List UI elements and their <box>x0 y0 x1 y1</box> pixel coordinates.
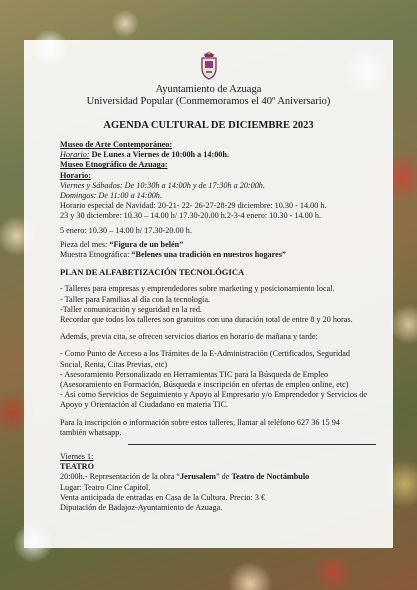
event-category: TEATRO <box>60 462 94 472</box>
header <box>24 84 393 108</box>
muestra-etnografica <box>60 250 367 260</box>
plan-item-4: Recordar que todos los talleres son gratuitos con una duración total de entre 8 y 20 horas. <box>60 315 353 325</box>
plan-contact: Para la inscripción o información sobre estos talleres, llamar al teléfono 627 36 15 94 también whatsapp. <box>60 417 340 437</box>
header-line-2: Universidad Popular (Conmemoramos el 40º Aniversario) <box>86 96 331 107</box>
plan-service-3: - Así como Servicios de Seguimiento y Apoyo al Empresario y/o Emprendedor y Servicios de Apoyo y Orientación al Ciudadano en materia TIC. <box>60 390 367 410</box>
event-place: Lugar: Teatro Cine Capitol. <box>60 482 151 492</box>
museo-etno-line-5: 5 enero: 10.30 – 14.00 h/ 17.30-20.00 h. <box>60 225 192 235</box>
museo-etno-line-1: Viernes y Sábados: De 10:30h a 14:00h y de 17:30h a 20:00h. <box>60 180 265 190</box>
museo-arte-heading: Museo de Arte Contemporáneo: <box>60 140 173 149</box>
pieza-label: Pieza del mes: <box>60 239 110 249</box>
plan-service-2: - Asesoramiento Personalizado en Herramientas TIC para la Búsqueda de Empleo (Asesoramiento en Formación, Búsqueda e inscripción en ofertas de empleo online, etc) <box>60 369 349 390</box>
museo-etno-line-4: 23 y 30 diciembre: 10.30 – 14.00 h/ 17.30-20.00 h.2-3-4 enero: 10.30 - 14.00 h. <box>60 211 322 221</box>
content <box>60 140 367 513</box>
event-desc-mid: ” de <box>215 472 232 482</box>
event-desc-pre: 20:00h.- Representación de la obra “ <box>60 472 181 482</box>
plan-item-1: - Talleres para empresas y emprendedores sobre marketing y posicionamiento local. <box>60 284 335 294</box>
event-day: Viernes 1: <box>60 452 94 462</box>
plan-title: PLAN DE ALFABETIZACIÓN TECNOLÓGICA <box>60 267 245 278</box>
event-tickets: Venta anticipada de entradas en Casa de la Cultura. Precio: 3 € <box>60 492 266 502</box>
plan-service-1: - Como Punto de Acceso a los Trámites de la E-Administración (Certificados, Seguridad Social, Renta, Citas Previas, etc) <box>60 349 350 369</box>
horario-label: Horario: <box>60 150 90 160</box>
museo-etno-line-2: Domingos: De 11:00 a 14:00h. <box>60 191 162 201</box>
page-title: AGENDA CULTURAL DE DICIEMBRE 2023 <box>103 120 314 131</box>
museo-etno-horario-heading: Horario: <box>60 170 91 180</box>
muestra-label: Muestra Etnográfica: <box>60 250 132 260</box>
pieza-value: “Figura de un belén” <box>109 239 184 249</box>
event-company: Teatro de Noctámbulo <box>231 472 310 482</box>
document-panel <box>24 40 393 548</box>
museo-etno-heading: Museo Etnográfico de Azuaga: <box>60 160 168 170</box>
header-line-1: Ayuntamiento de Azuaga <box>155 84 262 95</box>
event-description <box>60 472 367 482</box>
horario-value: De Lunes a Viernes de 10:00h a 14:00h. <box>91 150 229 160</box>
plan-intro: Además, previa cita, se ofrecen servicios diarios en horario de mañana y tarde: <box>60 332 318 342</box>
plan-item-2: - Taller para Familias al día con la tecnología. <box>60 294 211 304</box>
coat-of-arms-icon <box>197 50 221 80</box>
event-work: Jerusalem <box>180 472 216 482</box>
plan-item-3: -Taller comunicación y seguridad en la red. <box>60 304 202 314</box>
museo-etno-line-3: Horario especial de Navidad: 20-21- 22- 26-27-28-29 diciembre: 10.30 - 14.00 h. <box>60 201 327 211</box>
pieza-del-mes <box>60 240 367 250</box>
museo-arte-horario <box>60 150 367 160</box>
muestra-value: “Belenes una tradición en nuestros hogares” <box>131 250 286 260</box>
event-organizer: Diputación de Badajoz-Ayuntamiento de Azuaga. <box>60 503 223 513</box>
